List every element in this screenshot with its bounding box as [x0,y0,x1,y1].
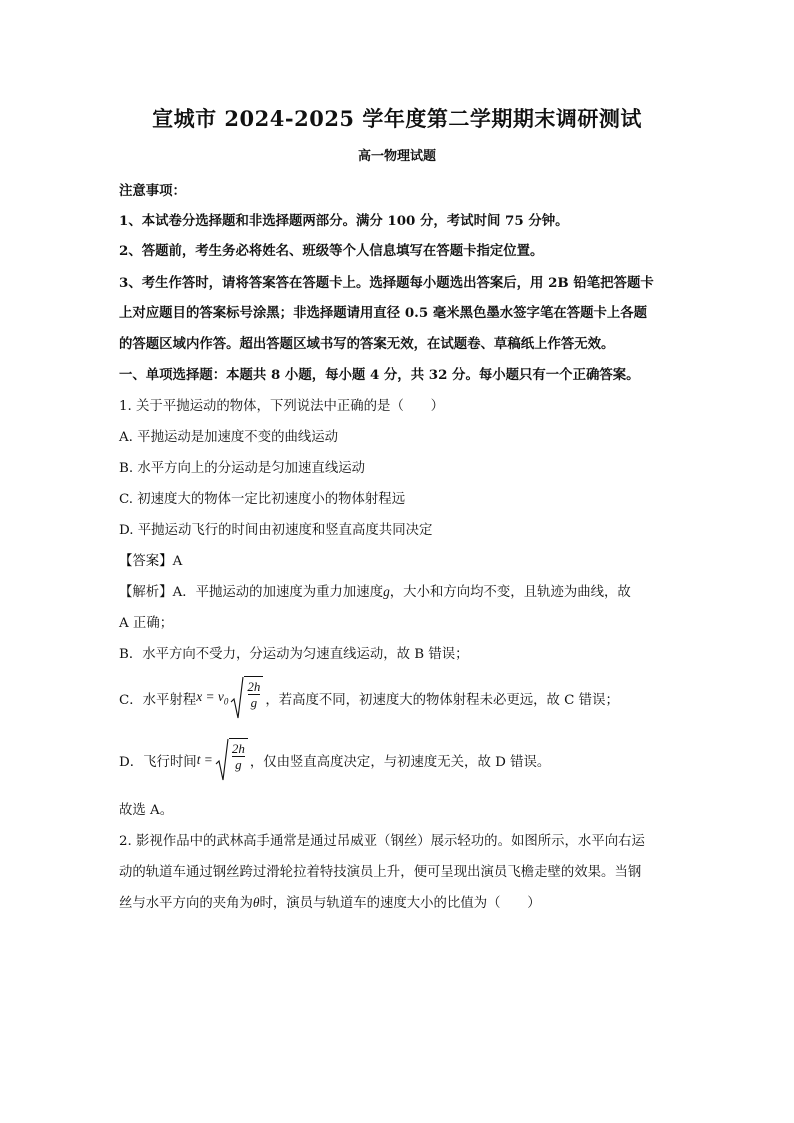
q2-stem-line: 动的轨道车通过钢丝跨过滑轮拉着特技演员上升，便可呈现出演员飞檐走壁的效果。当钢 [119,865,642,880]
option-a: A. 平抛运动是加速度不变的曲线运动 [119,430,339,445]
fraction-numerator: 2h [231,741,245,756]
question-stem: 1. 关于平抛运动的物体，下列说法中正确的是（ ） [119,399,445,414]
analysis-tag: 【解析】 [119,585,173,600]
analysis-c-suffix: ，若高度不同，初速度大的物体射程未必更远，故 C 错误； [265,692,619,708]
analysis-a-text: A．平抛运动的加速度为重力加速度 [172,585,384,600]
conclusion: 故选 A。 [119,803,174,818]
q2-stem-line-last: 丝与水平方向的夹角为θ时，演员与轨道车的速度大小的比值为（ ） [119,895,541,911]
analysis-line-a [119,581,631,600]
analysis-c-prefix: C．水平射程 [119,692,197,708]
notice-item: 上对应题目的答案标号涂黑；非选择题请用直径 0.5 毫米黑色墨水签字笔在答题卡上各题 [119,305,648,321]
fraction-denominator: g [232,756,245,772]
analysis-line-a2: A 正确； [119,616,174,631]
option-d: D. 平抛运动飞行的时间由初速度和竖直高度共同决定 [119,523,433,538]
option-c: C. 初速度大的物体一定比初速度小的物体射程远 [119,492,406,507]
analysis-d-suffix: ，仅由竖直高度决定，与初速度无关，故 D 错误。 [249,754,551,770]
analysis-d-prefix: D．飞行时间 [119,754,197,770]
formula-time: t = [196,752,213,767]
math-theta: θ [252,895,260,910]
answer-line [119,550,182,569]
fraction-denominator: g [248,694,261,710]
notice-item: 1、本试卷分选择题和非选择题两部分。满分 100 分，考试时间 75 分钟。 [119,213,569,229]
math-g: g [383,584,390,599]
sqrt-icon [215,738,248,782]
sqrt-icon [230,676,263,720]
answer-tag: 【答案】 [119,554,173,569]
analysis-line-d [119,738,550,782]
answer-value: A [172,554,183,569]
option-b: B. 水平方向上的分运动是匀加速直线运动 [119,461,365,476]
analysis-a-text-2: ，大小和方向均不变，且轨迹为曲线，故 [389,585,631,600]
q2-stem-line: 2. 影视作品中的武林高手通常是通过吊威亚（钢丝）展示轻功的。如图所示，水平向右运 [119,834,645,849]
section-heading: 一、单项选择题：本题共 8 小题，每小题 4 分，共 32 分。每小题只有一个正确答案。 [119,367,640,383]
formula-range: $x = v_0$ [196,689,229,707]
fraction-numerator: 2h [247,679,261,694]
notice-item: 的答题区域内作答。超出答题区域书写的答案无效，在试题卷、草稿纸上作答无效。 [119,336,615,352]
page-subtitle: 高一物理试题 [357,149,436,164]
analysis-line-c [119,676,619,720]
page-title: 宣城市 2024-2025 学年度第二学期期末调研测试 [152,106,642,131]
notice-heading: 注意事项： [119,183,186,199]
notice-item: 3、考生作答时，请将答案答在答题卡上。选择题每小题选出答案后，用 2B 铅笔把答题卡 [119,275,654,291]
analysis-line-b: B．水平方向不受力，分运动为匀速直线运动，故 B 错误； [119,647,469,662]
notice-item: 2、答题前，考生务必将姓名、班级等个人信息填写在答题卡指定位置。 [119,243,544,259]
